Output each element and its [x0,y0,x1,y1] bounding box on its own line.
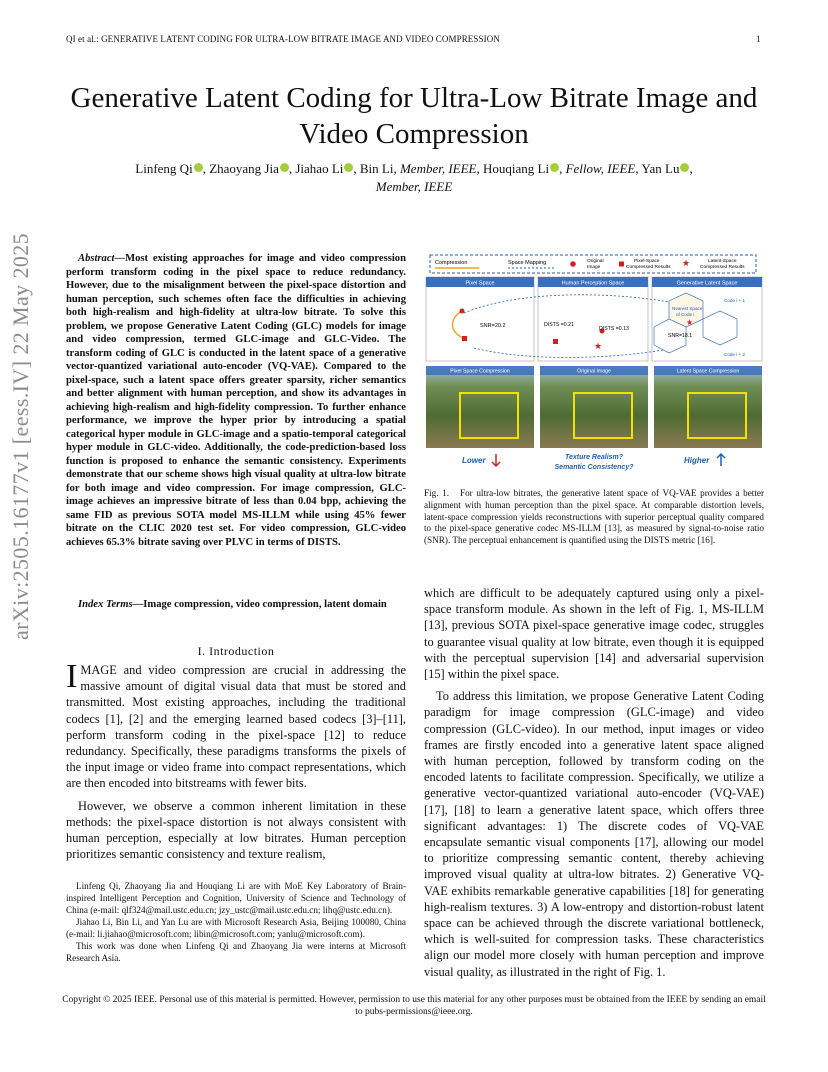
legend-box [430,255,756,273]
legend-original: Original [587,259,604,264]
original-marker [570,261,576,267]
index-terms-label: Index Terms [78,599,133,610]
nearest-label: Nearest Space [672,306,703,311]
pixel-result-point [462,336,467,341]
nearest-label-2: of Code i [676,312,695,317]
legend-compression: Compression [435,260,468,266]
member-title: Member, IEEE [375,179,453,194]
legend-pixel-2: Compressed Results [626,265,671,270]
author-name: , Jiahao Li [288,161,344,176]
drop-cap: I [66,658,78,695]
author-list: Linfeng Qi , Zhaoyang Jia , Jiahao Li , Bin Li, Member, IEEE, Houqiang Li , Fellow, IEEE, Yan Lu , Member, IEEE [135,161,693,194]
legend-original-2: Image [587,265,601,270]
panel-human-title: Human Perception Space [561,280,625,287]
footnote: Jiahao Li, Bin Li, and Yan Lu are with Microsoft Research Asia, Beijing 100080, China (e-mail: li.jiahao@microsoft.com; libin@microsoft.com; yanlu@microsoft.com). [66,917,406,939]
snr-label-1: SNR=20.2 [480,323,506,329]
code-label-2: Code i + 2 [724,352,746,357]
orcid-icon [550,163,559,172]
right-body [424,585,764,980]
arrow-down-icon [492,454,500,466]
author-name: , Bin Li [353,161,394,176]
pixel-result-marker [619,262,624,267]
pixel-original-point [460,309,465,314]
index-terms [66,598,406,612]
footnote: This work was done when Linfeng Qi and Zhaoyang Jia were interns at Microsoft Research Asia. [66,941,406,963]
right-paragraph-2: To address this limitation, we propose Generative Latent Coding paradigm for image compression (GLC-image) and video compression (GLC-video). In our method, input images or video frames are firstly encoded into a generative latent space aligned with human perception, followed by transform coding on the encoded latents to facilitate compression. Specifically, we utilize a generative vector-quantized variational auto-encoder (VQ-VAE) [17], [18] to learn a generative latent space, which offers three significant advantages: 1) The discrete codes of VQ-VAE encapsulate semantic visual components [17], allowing our model to prioritize compressing semantic content, thereby achieving improved visual quality at ultra-low bitrates. 2) Generative VQ-VAE exhibits remarkable generative capabilities [18] for generating high-realism textures. 3) A low-entropy and distortion-robust latent space can be achieved through the discrete variational bottleneck, which is well-suited for compression tasks. These characteristics align our model more closely with human perception and improve visual quality, as illustrated in the right of Fig. 1. [424,689,764,979]
footnotes [66,880,406,964]
right-paragraph-1: which are difficult to be adequately captured using only a pixel-space transform module. As shown in the left of Fig. 1, MS-ILLM [13], previous SOTA pixel-space generative image codec, struggles to guarantee visual quality at low bitrate, even though it is equipped with the perceptual supervision [14] and adversarial supervision [15] within the pixel space. [424,586,764,682]
legend-latent: Latent-Space [708,259,737,264]
page-number: 1 [756,34,761,44]
legend-space-mapping: Space Mapping [508,260,547,266]
dists-label-1: DISTS =0.21 [544,322,574,328]
arxiv-stamp: arXiv:2505.16177v1 [eess.IV] 22 May 2025 [8,232,33,640]
intro-paragraph-1: IMAGE and video compression are crucial in addressing the massive amount of digital visual data that must be stored and transmitted. Most existing approaches, including the traditional codecs [1], [2] and the emerging learned based codecs [3]–[11], perform transform coding in the pixel-space [12] to reduce redundancy. Specifically, these paradigms transforms the pixels of the input image or video frame into compact representations, which are then encoded into bitstreams with fewer bits. [66,658,406,791]
label-higher: Higher [684,456,710,465]
author-name: , Houqiang Li [476,161,550,176]
author-name: Linfeng Qi [135,161,193,176]
author-sep: , [393,161,400,176]
question-semantic: Semantic Consistency? [554,464,634,471]
orcid-icon [680,163,689,172]
caption-text: For ultra-low bitrates, the generative latent space of VQ-VAE provides a better alignment with human perception than the pixel space. At comparable distortion levels, latent-space compression yields reconstructions with superior perceptual quality compared to the pixel-space generative codec MS-ILLM [13], as measured by signal-to-noise ratio (SNR). The perceptual enhancement is quantified using the DISTS metric [16]. [424,488,765,546]
image-latent-title: Latent Space Compression [676,368,740,375]
panel-human [538,277,648,361]
star-marker: ★ [682,258,691,268]
intro-paragraph-2: However, we observe a common inherent limitation in these methods: the pixel-space distortion is not always consistent with human perception, especially at low bitrates. Human perception prioritizes semantic consistency and texture realism, [66,798,406,862]
image-original-title: Original Image [577,368,611,375]
caption-label: Fig. 1. [424,488,450,498]
legend-latent-2: Compressed Results [700,265,745,270]
abstract-label: Abstract [78,253,115,264]
fellow-title: Fellow, IEEE [565,161,636,176]
code-label-1: Code i + 1 [724,298,746,303]
author-name: , Zhaoyang Jia [202,161,279,176]
panel-latent-title: Generative Latent Space [676,280,738,287]
snr-label-2: SNR=18.1 [668,333,693,339]
orcid-icon [194,163,203,172]
label-lower: Lower [462,456,486,465]
copyright-notice: Copyright © 2025 IEEE. Personal use of this material is permitted. However, permission to use this material for any other purposes must be obtained from the IEEE by sending an email to pubs-permissions@ieee.org. [62,995,766,1017]
abstract [66,252,406,549]
arrow-up-icon [717,454,725,466]
latent-star: ★ [686,318,694,327]
image-pixel-title: Pixel Space Compression [450,368,510,375]
member-title: Member, IEEE [399,161,477,176]
question-texture: Texture Realism? [564,454,624,461]
human-pixel-point [553,339,558,344]
running-head: QI et al.: GENERATIVE LATENT CODING FOR ULTRA-LOW BITRATE IMAGE AND VIDEO COMPRESSION [66,34,500,44]
figure-1 [424,253,764,478]
human-latent-star: ★ [594,341,603,351]
intro-body [66,658,406,862]
section-heading: I. Introduction [197,644,275,658]
panel-pixel [426,277,534,361]
footnote: Linfeng Qi, Zhaoyang Jia and Houqiang Li are with MoE Key Laboratory of Brain-inspired Intelligent Perception and Cognition, University of Science and Technology of China (e-mail: qlf324@mail.ustc.edu.cn; jzy_ustc@mail.ustc.edu.cn; lihq@ustc.edu.cn). [66,881,406,915]
abstract-text: —Most existing approaches for image and video compression perform transform coding in the pixel space to reduce redundancy. However, due to the misalignment between the pixel-space distortion and human perception, such schemes often face the difficulties in achieving both high-realism and high-fidelity at ultra-low bitrate. To solve this problem, we propose Generative Latent Coding (GLC) models for image and video compression, termed GLC-image and GLC-Video. The transform coding of GLC is conducted in the latent space of a generative vector-quantized variational auto-encoder (VQ-VAE). Compared to the pixel-space, such a latent space offers greater sparsity, richer semantics and better alignment with human perception, and show its advantages in achieving high-realism and high-fidelity compression. To further enhance performance, we improve the hyper prior by introducing a spatial categorical hyper module in GLC-image and a spatio-temporal categorical hyper module in GLC-video. Additionally, the code-prediction-based loss function is proposed to enhance the semantic consistency. Experiments demonstrate that our scheme shows high visual quality at ultra-low bitrate for both image and video compression. For image compression, GLC-image achieves an impressive bitrate of less than 0.04 bpp, achieving the same FID as previous SOTA model MS-ILLM while using 45% fewer bitrate on the CLIC 2020 test set. For video compression, GLC-video achieves 65.3% bitrate saving over PLVC in terms of DISTS. [66,253,406,548]
orcid-icon [280,163,289,172]
dists-label-2: DISTS =0.13 [599,326,629,332]
figure-caption [424,488,764,547]
author-name: , Yan Lu [635,161,680,176]
panel-pixel-title: Pixel Space [465,280,495,287]
paper-title: Generative Latent Coding for Ultra-Low Bitrate Image and Video Compression [70,82,758,150]
index-terms-text: —Image compression, video compression, latent domain [132,599,387,610]
legend-pixel: Pixel-Space [634,259,660,264]
